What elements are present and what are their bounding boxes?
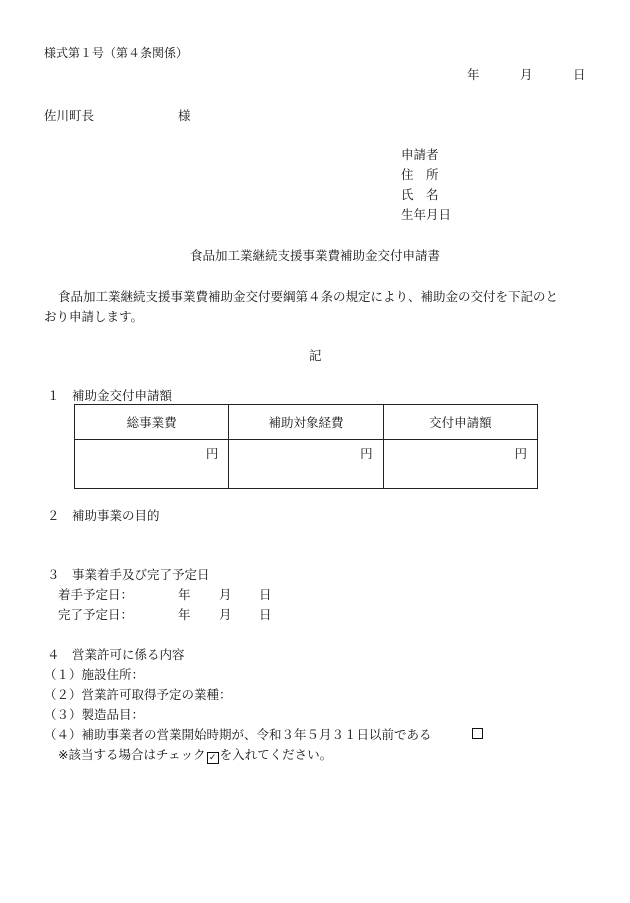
total-cost-cell[interactable]: 円 bbox=[75, 440, 229, 489]
date-year-label: 年 bbox=[467, 67, 480, 82]
header-requested-amount: 交付申請額 bbox=[383, 405, 537, 440]
date-month-label: 月 bbox=[520, 67, 533, 82]
start-month-label: 月 bbox=[219, 587, 232, 602]
section2-heading: ２ 補助事業の目的 bbox=[47, 508, 160, 523]
section3-heading: ３ 事業着手及び完了予定日 bbox=[47, 567, 210, 582]
requested-amount-cell[interactable]: 円 bbox=[383, 440, 537, 489]
checkbox-note-before: ※該当する場合はチェック bbox=[58, 747, 206, 762]
end-date-label: 完了予定日： bbox=[58, 607, 134, 622]
checkbox-note-after: を入れてください。 bbox=[219, 747, 333, 762]
eligible-cost-cell[interactable]: 円 bbox=[229, 440, 383, 489]
addressee-honorific: 様 bbox=[178, 108, 191, 123]
section1-heading: １ 補助金交付申請額 bbox=[47, 388, 173, 403]
business-start-checkbox[interactable] bbox=[472, 728, 483, 739]
applicant-address-label: 住 所 bbox=[401, 167, 439, 182]
checkbox-sample-icon: ✓ bbox=[207, 752, 219, 764]
start-date-label: 着手予定日： bbox=[58, 587, 134, 602]
amount-table-header-row bbox=[75, 405, 538, 440]
amount-table-value-row bbox=[75, 440, 538, 489]
addressee-name: 佐川町長 bbox=[44, 108, 95, 123]
header-total-cost: 総事業費 bbox=[75, 405, 229, 440]
end-year-label: 年 bbox=[178, 607, 191, 622]
business-start-condition: （４）補助事業者の営業開始時期が、令和３年５月３１日以前である bbox=[44, 727, 432, 742]
amount-table bbox=[74, 404, 538, 489]
facility-address-label: （１）施設住所： bbox=[44, 667, 145, 682]
ki-mark: 記 bbox=[309, 348, 322, 363]
body-line-1: 食品加工業継続支援事業費補助金交付要綱第４条の規定により、補助金の交付を下記のと bbox=[58, 289, 559, 304]
applicant-label: 申請者 bbox=[401, 147, 439, 162]
start-year-label: 年 bbox=[178, 587, 191, 602]
section4-heading: ４ 営業許可に係る内容 bbox=[47, 647, 185, 662]
form-number: 様式第１号（第４条関係） bbox=[44, 46, 189, 60]
checkbox-note bbox=[58, 747, 332, 764]
date-day-label: 日 bbox=[573, 67, 586, 82]
document-title: 食品加工業継続支援事業費補助金交付申請書 bbox=[189, 248, 440, 263]
start-day-label: 日 bbox=[259, 587, 272, 602]
body-line-2: おり申請します。 bbox=[44, 309, 144, 324]
end-day-label: 日 bbox=[259, 607, 272, 622]
end-month-label: 月 bbox=[219, 607, 232, 622]
applicant-name-label: 氏 名 bbox=[401, 187, 439, 202]
header-eligible-cost: 補助対象経費 bbox=[229, 405, 383, 440]
applicant-birthdate-label: 生年月日 bbox=[401, 207, 452, 222]
license-type-label: （２）営業許可取得予定の業種： bbox=[44, 687, 232, 702]
product-items-label: （３）製造品目： bbox=[44, 707, 145, 722]
